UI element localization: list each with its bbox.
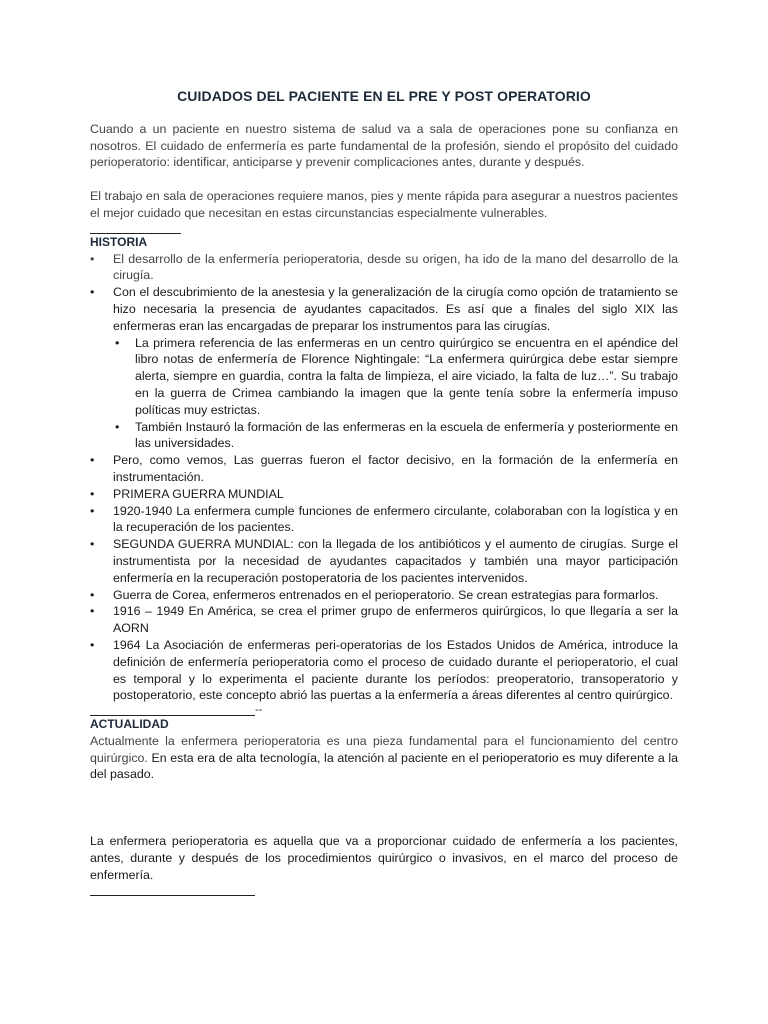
list-item: • 1920-1940 La enfermera cumple funciones de enfermero circulante, colaboraban con la logística y en la recuperación de los pacientes. xyxy=(90,503,678,535)
divider-line xyxy=(90,704,678,716)
closing-paragraph: La enfermera perioperatoria es aquella que va a proporcionar cuidado de enfermería a los pacientes, antes, durante y después de los procedimientos quirúrgico o invasivos, en el marco del proceso de enfermería. xyxy=(90,834,678,882)
sub-list-item: • La primera referencia de las enfermeras en un centro quirúrgico se encuentra en el apéndice del libro notas de enfermería de Florence Nightingale: “La enfermera quirúrgica debe estar siempre alerta, siempre en guardia, contra la falta de limpieza, el aire viciado, la falta de luz…”. Su trabajo en la guerra de Crimea cambiando la imagen que la gente tenía sobre la enfermería impuso políticas muy estrictas. xyxy=(115,335,678,417)
bullet-glyph: • xyxy=(115,335,120,350)
list-item: • El desarrollo de la enfermería perioperatoria, desde su origen, ha ido de la mano del desarrollo de la cirugía. xyxy=(90,251,678,283)
bullet-glyph: • xyxy=(90,453,95,468)
list-item: • SEGUNDA GUERRA MUNDIAL: con la llegada de los antibióticos y el aumento de cirugías. Surge el instrumentista por la necesidad de ayudantes capacitados y también una mayor participación enfermería en la recuperación postoperatoria de los pacientes intervenidos. xyxy=(90,537,678,585)
bullet-glyph: • xyxy=(90,537,95,552)
intro-paragraph-1: Cuando a un paciente en nuestro sistema de salud va a sala de operaciones pone su confianza en nosotros. El cuidado de enfermería es parte fundamental de la profesión, siendo el propósito del cuidado perioperatorio: identificar, anticiparse y prevenir complicaciones antes, durante y después. xyxy=(90,121,678,170)
list-item: • Guerra de Corea, enfermeros entrenados en el perioperatorio. Se crean estrategias para formarlos. xyxy=(90,587,659,602)
bullet-glyph: • xyxy=(90,285,95,300)
paragraph-gap xyxy=(90,171,678,188)
historia-list xyxy=(90,251,678,705)
historia-heading: HISTORIA xyxy=(90,234,148,249)
document-page xyxy=(90,88,678,896)
bullet-glyph: • xyxy=(90,503,95,518)
actualidad-text-dark: En esta era de alta tecnología, la atención al paciente en el perioperatorio es muy diferente a la del pasado. xyxy=(90,750,678,782)
list-item: • 1916 – 1949 En América, se crea el primer grupo de enfermeros quirúrgicos, lo que llegaría a ser la AORN xyxy=(90,604,678,636)
list-item: • Con el descubrimiento de la anestesia y la generalización de la cirugía como opción de tratamiento se hizo necesaria la presencia de ayudantes capacitados. Es así que a finales del siglo XIX las enfermeras eran las encargadas de preparar los instrumentos para las cirugías. • La primera referencia de las enfermeras en un centro quirúrgico se encuentra en el apéndice del libro notas de enfermería de Florence Nightingale: “La enfermera quirúrgica debe estar siempre alerta, siempre en guardia, contra la falta de limpieza, el aire viciado, la falta de luz…”. Su trabajo en la guerra de Crimea cambiando la imagen que la gente tenía sobre la enfermería impuso políticas muy estrictas. • También Instauró la formación de las enfermeras en la escuela de enfermería y posteriormente en las universidades. xyxy=(90,285,678,451)
list-item: • 1964 La Asociación de enfermeras peri-operatorias de los Estados Unidos de América, introduce la definición de enfermería perioperatoria como el proceso de cuidado durante el perioperatorio, el cual es temporal y lo experimenta el paciente durante los períodos: preoperatorio, transoperatorio y postoperatorio, este concepto abrió las puertas a la enfermería a áreas diferentes al centro quirúrgico. xyxy=(90,637,678,703)
bullet-glyph: • xyxy=(90,604,95,619)
actualidad-paragraph xyxy=(90,733,678,783)
section-gap xyxy=(90,783,678,833)
list-item: • Pero, como vemos, Las guerras fueron el factor decisivo, en la formación de la enfermería en instrumentación. xyxy=(90,453,678,484)
sub-list-item: • También Instauró la formación de las enfermeras en la escuela de enfermería y posteriormente en las universidades. xyxy=(115,419,678,451)
actualidad-heading: ACTUALIDAD xyxy=(90,717,169,732)
divider-line xyxy=(90,222,678,234)
bullet-glyph: • xyxy=(90,251,95,266)
actualidad-text-grey: Actualmente la enfermera perioperatoria es una pieza fundamental para el funcionamiento del centro quirúrgico. xyxy=(90,733,678,765)
bullet-glyph: • xyxy=(90,637,95,652)
bullet-glyph: • xyxy=(115,419,120,434)
bullet-glyph: • xyxy=(90,587,95,602)
historia-sublist xyxy=(113,335,678,453)
divider-suffix: -- xyxy=(255,704,263,717)
bullet-glyph: • xyxy=(90,486,95,501)
intro-paragraph-2: El trabajo en sala de operaciones requiere manos, pies y mente rápida para asegurar a nuestros pacientes el mejor cuidado que necesitan en estas circunstancias especialmente vulnerables. xyxy=(90,189,678,220)
list-item: • PRIMERA GUERRA MUNDIAL xyxy=(90,486,284,501)
document-title: CUIDADOS DEL PACIENTE EN EL PRE Y POST OPERATORIO xyxy=(177,88,591,104)
divider-line xyxy=(90,884,678,896)
